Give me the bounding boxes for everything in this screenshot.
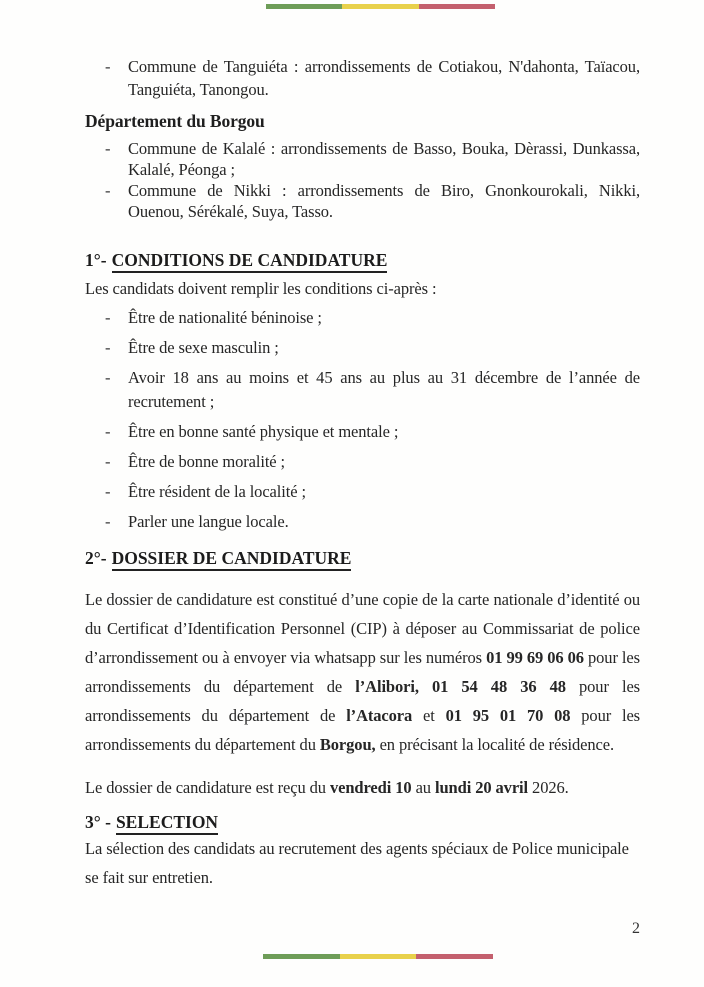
atacora-commune-list bbox=[85, 55, 640, 101]
page-number: 2 bbox=[632, 920, 640, 937]
document-body bbox=[85, 0, 640, 892]
flag-red-segment bbox=[416, 954, 493, 959]
section3-number: 3° - bbox=[85, 812, 111, 832]
paragraph-fragment: Le dossier de candidature est constitué d’une copie de la carte nationale d’identité ou du Certificat d’Identification Personnel (CIP) à déposer au Commissariat de police d’arrondissement ou à envoyer via whatsapp sur les numéros bbox=[85, 590, 640, 667]
paragraph-fragment: 2026. bbox=[528, 778, 569, 797]
paragraph-fragment: Le dossier de candidature est reçu du bbox=[85, 778, 330, 797]
paragraph-fragment: vendredi 10 bbox=[329, 778, 412, 797]
paragraph-fragment: 01 95 01 70 08 bbox=[445, 706, 571, 725]
section1-heading bbox=[85, 248, 640, 272]
conditions-intro-line: Les candidats doivent remplir les conditions ci-après : bbox=[85, 279, 437, 298]
section3-heading bbox=[85, 810, 640, 834]
paragraph-fragment: en précisant la localité de résidence. bbox=[375, 735, 614, 754]
paragraph-fragment: au bbox=[411, 778, 435, 797]
section1-number: 1°- bbox=[85, 250, 107, 270]
condition-item: - Être en bonne santé physique et mentale ; bbox=[85, 420, 640, 444]
paragraph-fragment: l’Alibori, 01 54 48 36 48 bbox=[355, 677, 566, 696]
borgou-department-heading: Département du Borgou bbox=[85, 111, 265, 131]
commune-list-item: - Commune de Tanguiéta : arrondissements de Cotiakou, N'dahonta, Taïacou, Tanguiéta, Tanongou. bbox=[85, 55, 640, 101]
section2-heading bbox=[85, 546, 640, 570]
paragraph-fragment: pour les arrondissements du département de bbox=[85, 648, 640, 696]
condition-item: - Parler une langue locale. bbox=[85, 510, 640, 534]
paragraph-fragment: lundi 20 avril bbox=[434, 778, 529, 797]
borgou-commune-list bbox=[85, 138, 640, 222]
paragraph-fragment: l’Atacora bbox=[346, 706, 413, 725]
commune-list-item: - Commune de Nikki : arrondissements de Biro, Gnonkourokali, Nikki, Ouenou, Sérékalé, Suya, Tasso. bbox=[85, 180, 640, 222]
paragraph-fragment: et bbox=[412, 706, 446, 725]
condition-item: - Avoir 18 ans au moins et 45 ans au plus au 31 décembre de l’année de recrutement ; bbox=[85, 366, 640, 414]
condition-item: - Être de sexe masculin ; bbox=[85, 336, 640, 360]
reception-dates-line bbox=[85, 776, 640, 800]
commune-list-item: - Commune de Kalalé : arrondissements de Basso, Bouka, Dèrassi, Dunkassa, Kalalé, Péonga ; bbox=[85, 138, 640, 180]
condition-item: - Être de bonne moralité ; bbox=[85, 450, 640, 474]
section2-title: DOSSIER DE CANDIDATURE bbox=[112, 548, 352, 571]
conditions-list bbox=[85, 306, 640, 534]
dossier-paragraph bbox=[85, 585, 640, 759]
section1-title: CONDITIONS DE CANDIDATURE bbox=[112, 250, 388, 273]
flag-yellow-segment bbox=[340, 954, 417, 959]
section3-title: SELECTION bbox=[116, 812, 218, 835]
section2-number: 2°- bbox=[85, 548, 107, 568]
paragraph-fragment: 01 99 69 06 06 bbox=[486, 648, 584, 667]
paragraph-fragment: pour les arrondissements du département du bbox=[85, 706, 640, 754]
paragraph-fragment: Borgou, bbox=[319, 735, 376, 754]
flag-divider-bottom bbox=[263, 954, 493, 959]
flag-green-segment bbox=[263, 954, 340, 959]
paragraph-fragment: pour les arrondissements du département de bbox=[85, 677, 640, 725]
condition-item: - Être résident de la localité ; bbox=[85, 480, 640, 504]
selection-paragraph: La sélection des candidats au recrutement des agents spéciaux de Police municipale se fait sur entretien. bbox=[85, 839, 629, 887]
condition-item: - Être de nationalité béninoise ; bbox=[85, 306, 640, 330]
